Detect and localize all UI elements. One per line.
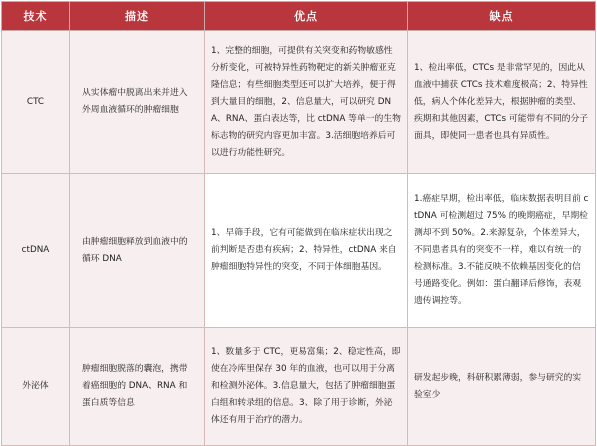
- header-cons: 缺点: [408, 2, 596, 31]
- header-tech: 技术: [2, 2, 70, 31]
- cell-pros: 1、早筛手段，它有可能做到在临床症状出现之前判断是否患有疾病；2、特异性，ctDNA 来自肿瘤细胞特异性的突变，不同于体细胞基因。: [205, 174, 408, 328]
- header-pros: 优点: [205, 2, 408, 31]
- cell-pros: 1、完整的细胞，可提供有关突变和药物敏感性分析变化，可被特异性药物靶定的新关肿瘤亚克隆信息；有些细胞类型还可以扩大培养，便于得到大量目的细胞，2、信息量大，可以研究 DNA、RNA、蛋白表达等，比 ctDNA 等单一的生物标志物的研究内容更加丰富。3.活细胞培养后可以进行功能性研究。: [205, 31, 408, 174]
- cell-tech: 外泌体: [2, 328, 70, 446]
- header-desc: 描述: [70, 2, 205, 31]
- cell-cons: 1、检出率低，CTCs 是非常罕见的，因此从血液中捕获 CTCs 技术难度极高；2、特异性低，病人个体化差异大，根据肿瘤的类型、疾期和其他因素，CTCs 可能带有不同的分子面具，即使同一患者也具有异质性。: [408, 31, 596, 174]
- cell-cons: 研发起步晚，科研积累薄弱，参与研究的实验室少: [408, 328, 596, 446]
- cell-desc: 肿瘤细胞脱落的囊泡，携带着癌细胞的 DNA、RNA 和蛋白质等信息: [70, 328, 205, 446]
- cell-desc: 由肿瘤细胞释放到血液中的循环 DNA: [70, 174, 205, 328]
- cell-cons: 1.癌症早期，检出率低，临床数据表明目前 ctDNA 可检测超过 75% 的晚期癌症，早期检测却不到 50%。2.来源复杂，个体差异大，不同患者具有的突变不一样，难以有统一的检测标准。3.不能反映不依赖基因变化的信号通路变化。例如：蛋白翻译后修饰，表观遗传调控等。: [408, 174, 596, 328]
- cell-pros: 1、数量多于 CTC，更易富集；2、稳定性高，即使在冷库里保存 30 年的血液，也可以用于分离和检测外泌体。3.信息量大，包括了肿瘤细胞蛋白组和转录组的信息。3、除了用于诊断，外泌体还有用于治疗的潜力。: [205, 328, 408, 446]
- table-row: [2, 31, 596, 174]
- cell-desc: 从实体瘤中脱离出来并进入外周血液循环的肿瘤细胞: [70, 31, 205, 174]
- comparison-table: [1, 1, 596, 446]
- table-row: [2, 174, 596, 328]
- cell-tech: ctDNA: [2, 174, 70, 328]
- header-row: [2, 2, 596, 31]
- cell-tech: CTC: [2, 31, 70, 174]
- table-row: [2, 328, 596, 446]
